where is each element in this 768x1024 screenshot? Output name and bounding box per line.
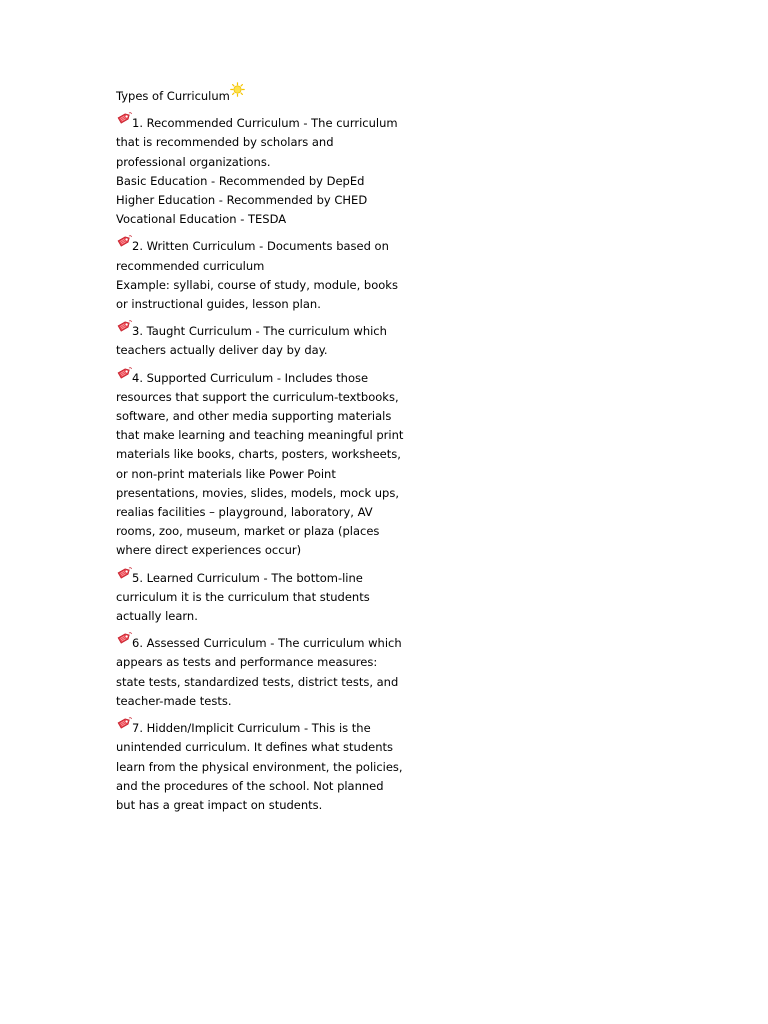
document-title: Types of Curriculum [116, 89, 230, 103]
line-text: or non-print materials like Power Point [116, 466, 336, 481]
tag-icon [116, 366, 132, 380]
line-text: teachers actually deliver day by day. [116, 343, 328, 358]
line-text: presentations, movies, slides, models, mock ups, [116, 485, 399, 500]
line-text: materials like books, charts, posters, worksheets, [116, 447, 401, 462]
document-body [116, 86, 416, 815]
curriculum-item-text [116, 777, 416, 796]
line-text: that is recommended by scholars and [116, 135, 334, 150]
curriculum-item-text [116, 484, 416, 503]
line-text: teacher-made tests. [116, 693, 232, 708]
curriculum-item-heading [116, 716, 416, 738]
curriculum-item-text [116, 426, 416, 445]
curriculum-item [116, 319, 416, 360]
curriculum-item-text [116, 522, 416, 541]
curriculum-item-text [116, 673, 416, 692]
tag-icon [116, 111, 132, 125]
line-text: 4. Supported Curriculum - Includes those [132, 370, 369, 385]
sun-icon [230, 82, 245, 97]
curriculum-item-text [116, 341, 416, 360]
curriculum-item [116, 366, 416, 561]
line-text: software, and other media supporting materials [116, 409, 392, 424]
curriculum-item [116, 716, 416, 815]
line-text: and the procedures of the school. Not planned [116, 778, 384, 793]
tag-icon [116, 566, 132, 580]
line-text: 1. Recommended Curriculum - The curriculum [132, 116, 398, 131]
line-text: Example: syllabi, course of study, module, books [116, 277, 398, 292]
curriculum-item-text [116, 276, 416, 295]
line-text: professional organizations. [116, 154, 271, 169]
line-text: where direct experiences occur) [116, 543, 302, 558]
line-text: unintended curriculum. It defines what students [116, 740, 393, 755]
curriculum-item-text [116, 758, 416, 777]
curriculum-list [116, 111, 416, 815]
tag-icon [116, 319, 132, 333]
line-text: Vocational Education - TESDA [116, 212, 287, 227]
line-text: actually learn. [116, 609, 198, 624]
line-text: 5. Learned Curriculum - The bottom-line [132, 570, 363, 585]
line-text: curriculum it is the curriculum that students [116, 589, 370, 604]
line-text: that make learning and teaching meaningful print [116, 428, 404, 443]
curriculum-item-text [116, 465, 416, 484]
line-text: 6. Assessed Curriculum - The curriculum which [132, 636, 402, 651]
line-text: Basic Education - Recommended by DepEd [116, 173, 365, 188]
tag-icon [116, 234, 132, 248]
curriculum-item-text [116, 738, 416, 757]
curriculum-item-text [116, 153, 416, 172]
curriculum-item-heading [116, 319, 416, 341]
curriculum-item-text [116, 191, 416, 210]
curriculum-item-text [116, 210, 416, 229]
line-text: 7. Hidden/Implicit Curriculum - This is the [132, 721, 371, 736]
line-text: rooms, zoo, museum, market or plaza (places [116, 524, 380, 539]
curriculum-item-text [116, 133, 416, 152]
curriculum-item-text [116, 295, 416, 314]
line-text: or instructional guides, lesson plan. [116, 297, 321, 312]
curriculum-item-text [116, 257, 416, 276]
curriculum-item-text [116, 541, 416, 560]
curriculum-item [116, 111, 416, 229]
tag-icon [116, 631, 132, 645]
line-text: but has a great impact on students. [116, 797, 323, 812]
line-text: Higher Education - Recommended by CHED [116, 193, 368, 208]
curriculum-item-text [116, 796, 416, 815]
tag-icon [116, 716, 132, 730]
line-text: state tests, standardized tests, district tests, and [116, 674, 399, 689]
line-text: 3. Taught Curriculum - The curriculum which [132, 324, 387, 339]
curriculum-item [116, 234, 416, 314]
line-text: 2. Written Curriculum - Documents based on [132, 239, 389, 254]
document-title-line [116, 86, 416, 106]
curriculum-item-heading [116, 566, 416, 588]
curriculum-item-heading [116, 111, 416, 133]
curriculum-item-text [116, 692, 416, 711]
curriculum-item-text [116, 388, 416, 407]
line-text: learn from the physical environment, the policies, [116, 759, 403, 774]
line-text: realias facilities – playground, laboratory, AV [116, 505, 373, 520]
line-text: appears as tests and performance measures: [116, 655, 378, 670]
curriculum-item-text [116, 607, 416, 626]
curriculum-item-text [116, 445, 416, 464]
line-text: resources that support the curriculum-textbooks, [116, 389, 399, 404]
curriculum-item-text [116, 653, 416, 672]
line-text: recommended curriculum [116, 258, 265, 273]
curriculum-item-text [116, 503, 416, 522]
curriculum-item-text [116, 588, 416, 607]
curriculum-item [116, 566, 416, 627]
curriculum-item-text [116, 407, 416, 426]
curriculum-item-heading [116, 366, 416, 388]
curriculum-item-heading [116, 234, 416, 256]
curriculum-item [116, 631, 416, 711]
curriculum-item-text [116, 172, 416, 191]
curriculum-item-heading [116, 631, 416, 653]
